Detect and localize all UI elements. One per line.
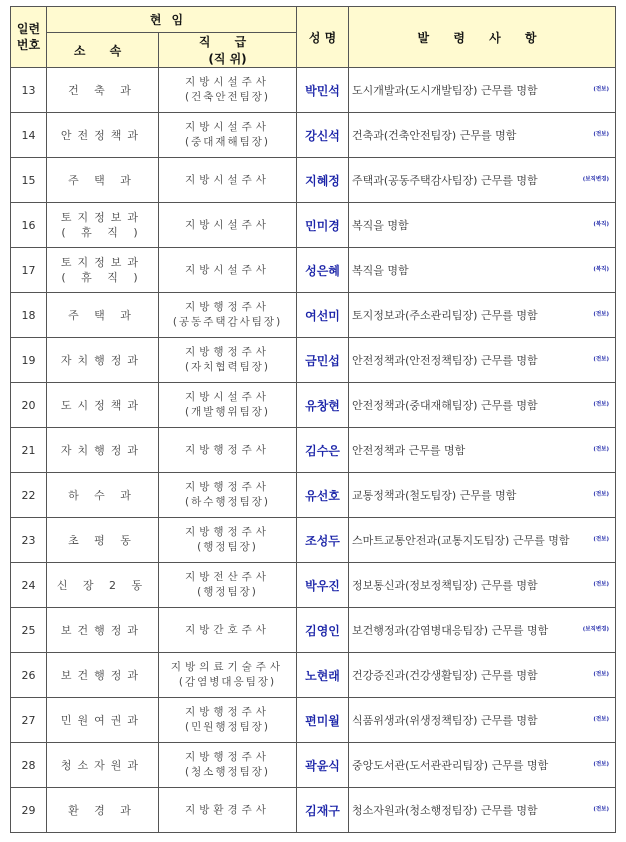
- affiliation-cell: [47, 338, 159, 383]
- order-cell: [349, 203, 616, 248]
- affiliation-text: 신 장 2 동: [56, 578, 149, 592]
- table-row: [11, 338, 616, 383]
- rank-text: 지방행정주사: [185, 346, 270, 358]
- rank-text: 지방행정주사: [185, 526, 270, 538]
- affiliation-text: 안전정책과: [60, 128, 145, 142]
- person-name: 노현래: [297, 653, 349, 698]
- person-name: 김수은: [297, 428, 349, 473]
- order-type-badge: (전보): [593, 716, 609, 723]
- serial-number: 15: [11, 158, 47, 203]
- rank-text: 지방시설주사: [185, 173, 270, 186]
- name-header: 성 명: [297, 7, 349, 68]
- rank-text: 지방행정주사: [185, 706, 270, 718]
- order-type-badge: (전보): [593, 671, 609, 678]
- serial-number: 13: [11, 68, 47, 113]
- affiliation-cell: [47, 788, 159, 833]
- current-header: 현임: [47, 7, 297, 33]
- affiliation-text: 보건행정과: [60, 623, 145, 637]
- rank-cell: [159, 383, 297, 428]
- affiliation-text: 토지정보과: [60, 211, 145, 224]
- rank-text: 지방시설주사: [185, 218, 270, 231]
- serial-number: 24: [11, 563, 47, 608]
- serial-number: 14: [11, 113, 47, 158]
- serial-number: 16: [11, 203, 47, 248]
- order-cell: [349, 698, 616, 743]
- table-row: [11, 608, 616, 653]
- person-name: 곽윤식: [297, 743, 349, 788]
- order-type-badge: (전보): [593, 536, 609, 543]
- serial-number: 21: [11, 428, 47, 473]
- affiliation-cell: [47, 563, 159, 608]
- order-cell: [349, 383, 616, 428]
- person-name: 금민섭: [297, 338, 349, 383]
- serial-number: 18: [11, 293, 47, 338]
- position-text: (감염병대응팀장): [178, 676, 277, 688]
- table-row: [11, 788, 616, 833]
- serial-number: 29: [11, 788, 47, 833]
- rank-cell: [159, 473, 297, 518]
- order-cell: [349, 158, 616, 203]
- order-type-badge: (전보): [593, 581, 609, 588]
- rank-text: 지방시설주사: [185, 263, 270, 276]
- affiliation-cell: [47, 383, 159, 428]
- affiliation-text: 보건행정과: [60, 668, 145, 682]
- order-cell: [349, 788, 616, 833]
- position-text: (자치협력팀장): [184, 361, 271, 373]
- table-row: [11, 743, 616, 788]
- person-name: 지혜정: [297, 158, 349, 203]
- affiliation-text: 하 수 과: [68, 488, 137, 502]
- order-type-badge: (전보): [593, 311, 609, 318]
- table-row: [11, 293, 616, 338]
- order-text: 안전정책과(안전정책팀장) 근무를 명함: [352, 353, 538, 367]
- person-name: 박민석: [297, 68, 349, 113]
- order-text: 복직을 명함: [352, 218, 409, 232]
- table-row: [11, 473, 616, 518]
- rank-cell: [159, 158, 297, 203]
- order-text: 중앙도서관(도서관관리팀장) 근무를 명함: [352, 758, 549, 772]
- rank-text: 지방전산주사: [185, 571, 270, 583]
- person-name: 김영인: [297, 608, 349, 653]
- order-cell: [349, 608, 616, 653]
- order-cell: [349, 473, 616, 518]
- affiliation-text: 주 택 과: [68, 308, 137, 322]
- position-text: (개발행위팀장): [184, 406, 271, 418]
- affiliation-text: 건 축 과: [68, 83, 137, 97]
- order-type-badge: (전보): [593, 806, 609, 813]
- order-cell: [349, 113, 616, 158]
- affiliation-text: 자치행정과: [60, 353, 145, 367]
- rank-text: 지방행정주사: [185, 443, 270, 456]
- rank-header-sub: (직 위): [208, 52, 247, 66]
- person-name: 강신석: [297, 113, 349, 158]
- order-text: 식품위생과(위생정책팀장) 근무를 명함: [352, 713, 538, 727]
- order-type-badge: (보직변경): [582, 626, 609, 633]
- table-row: [11, 698, 616, 743]
- order-text: 스마트교통안전과(교통지도팀장) 근무를 명함: [352, 533, 570, 547]
- order-type-badge: (전보): [593, 356, 609, 363]
- serial-number: 22: [11, 473, 47, 518]
- order-cell: [349, 428, 616, 473]
- affiliation-cell: [47, 68, 159, 113]
- person-name: 민미경: [297, 203, 349, 248]
- order-text: 교통정책과(철도팀장) 근무를 명함: [352, 488, 517, 502]
- affiliation-text: 초 평 동: [68, 533, 137, 547]
- rank-cell: [159, 653, 297, 698]
- serial-number: 17: [11, 248, 47, 293]
- affiliation-text: 도시정책과: [60, 398, 145, 412]
- affiliation-header: 소 속: [47, 33, 159, 68]
- affiliation-text: 토지정보과: [60, 256, 145, 269]
- rank-text: 지방행정주사: [185, 751, 270, 763]
- rank-cell: [159, 338, 297, 383]
- serial-number: 26: [11, 653, 47, 698]
- rank-text: 지방행정주사: [185, 301, 270, 313]
- order-type-badge: (전보): [593, 491, 609, 498]
- serial-number: 27: [11, 698, 47, 743]
- serial-header-text: 일련번호: [16, 22, 41, 52]
- order-type-badge: (복직): [593, 221, 609, 228]
- rank-cell: [159, 608, 297, 653]
- table-row: [11, 248, 616, 293]
- table-row: [11, 113, 616, 158]
- affiliation-cell: [47, 158, 159, 203]
- serial-number: 23: [11, 518, 47, 563]
- affiliation-cell: [47, 698, 159, 743]
- rank-cell: [159, 518, 297, 563]
- affiliation-cell: [47, 608, 159, 653]
- affiliation-cell: [47, 428, 159, 473]
- table-row: [11, 203, 616, 248]
- order-cell: [349, 518, 616, 563]
- affiliation-text: 주 택 과: [68, 173, 137, 187]
- serial-number: 19: [11, 338, 47, 383]
- position-text: (청소행정팀장): [184, 766, 271, 778]
- order-cell: [349, 293, 616, 338]
- rank-cell: [159, 698, 297, 743]
- rank-text: 지방간호주사: [185, 623, 270, 636]
- person-name: 유선호: [297, 473, 349, 518]
- affiliation-cell: [47, 203, 159, 248]
- order-text: 정보통신과(정보정책팀장) 근무를 명함: [352, 578, 538, 592]
- rank-text: 지방행정주사: [185, 481, 270, 493]
- order-cell: [349, 743, 616, 788]
- order-cell: [349, 653, 616, 698]
- order-type-badge: (전보): [593, 401, 609, 408]
- position-text: (중대재해팀장): [184, 136, 271, 148]
- rank-cell: [159, 203, 297, 248]
- order-text: 건축과(건축안전팀장) 근무를 명함: [352, 128, 517, 142]
- order-text: 토지정보과(주소관리팀장) 근무를 명함: [352, 308, 538, 322]
- rank-cell: [159, 788, 297, 833]
- order-type-badge: (전보): [593, 446, 609, 453]
- affiliation-cell: [47, 743, 159, 788]
- order-cell: [349, 248, 616, 293]
- order-text: 주택과(공동주택감사팀장) 근무를 명함: [352, 173, 538, 187]
- position-text: (하수행정팀장): [184, 496, 271, 508]
- affiliation-text: 환 경 과: [68, 803, 137, 817]
- rank-cell: [159, 563, 297, 608]
- table-row: [11, 383, 616, 428]
- person-name: 유창현: [297, 383, 349, 428]
- position-text: (건축안전팀장): [184, 91, 271, 103]
- rank-cell: [159, 68, 297, 113]
- rank-text: 지방시설주사: [185, 76, 270, 88]
- rank-header: [159, 33, 297, 68]
- table-row: [11, 158, 616, 203]
- serial-number: 25: [11, 608, 47, 653]
- order-type-badge: (전보): [593, 131, 609, 138]
- person-name: 여선미: [297, 293, 349, 338]
- affiliation-sub: ( 휴 직 ): [61, 226, 144, 239]
- affiliation-cell: [47, 653, 159, 698]
- order-text: 건강증진과(건강생활팀장) 근무를 명함: [352, 668, 538, 682]
- person-name: 편미월: [297, 698, 349, 743]
- order-text: 안전정책과 근무를 명함: [352, 443, 466, 457]
- rank-text: 지방시설주사: [185, 391, 270, 403]
- affiliation-cell: [47, 293, 159, 338]
- serial-number: 28: [11, 743, 47, 788]
- order-text: 안전정책과(중대재해팀장) 근무를 명함: [352, 398, 538, 412]
- position-text: (민원행정팀장): [184, 721, 271, 733]
- order-text: 도시개발과(도시개발팀장) 근무를 명함: [352, 83, 538, 97]
- table-row: [11, 653, 616, 698]
- table-row: [11, 563, 616, 608]
- order-text: 복직을 명함: [352, 263, 409, 277]
- person-name: 조성두: [297, 518, 349, 563]
- order-header: 발 령 사 항: [349, 7, 616, 68]
- order-type-badge: (복직): [593, 266, 609, 273]
- affiliation-cell: [47, 518, 159, 563]
- rank-text: 지방시설주사: [185, 121, 270, 133]
- rank-text: 지방의료기술주사: [170, 661, 285, 673]
- affiliation-cell: [47, 473, 159, 518]
- person-name: 김재구: [297, 788, 349, 833]
- table-row: [11, 428, 616, 473]
- order-type-badge: (전보): [593, 761, 609, 768]
- position-text: (행정팀장): [197, 541, 258, 553]
- order-text: 청소자원과(청소행정팀장) 근무를 명함: [352, 803, 538, 817]
- order-cell: [349, 68, 616, 113]
- affiliation-text: 민원여권과: [60, 713, 145, 727]
- affiliation-text: 청소자원과: [60, 758, 145, 772]
- table-row: [11, 68, 616, 113]
- rank-cell: [159, 248, 297, 293]
- rank-cell: [159, 428, 297, 473]
- table-row: [11, 518, 616, 563]
- affiliation-text: 자치행정과: [60, 443, 145, 457]
- order-type-badge: (보직변경): [582, 176, 609, 183]
- serial-header: [11, 7, 47, 68]
- affiliation-sub: ( 휴 직 ): [61, 271, 144, 284]
- order-cell: [349, 338, 616, 383]
- serial-number: 20: [11, 383, 47, 428]
- affiliation-cell: [47, 248, 159, 293]
- rank-header-label: 직 급: [198, 35, 257, 49]
- rank-cell: [159, 743, 297, 788]
- rank-cell: [159, 113, 297, 158]
- order-type-badge: (전보): [593, 86, 609, 93]
- table-body: [11, 68, 616, 833]
- rank-text: 지방환경주사: [185, 803, 270, 816]
- affiliation-cell: [47, 113, 159, 158]
- position-text: (행정팀장): [197, 586, 258, 598]
- order-text: 보건행정과(감염병대응팀장) 근무를 명함: [352, 623, 549, 637]
- order-cell: [349, 563, 616, 608]
- personnel-table: [10, 6, 616, 833]
- rank-cell: [159, 293, 297, 338]
- position-text: (공동주택감사팀장): [172, 316, 283, 328]
- person-name: 성은혜: [297, 248, 349, 293]
- person-name: 박우진: [297, 563, 349, 608]
